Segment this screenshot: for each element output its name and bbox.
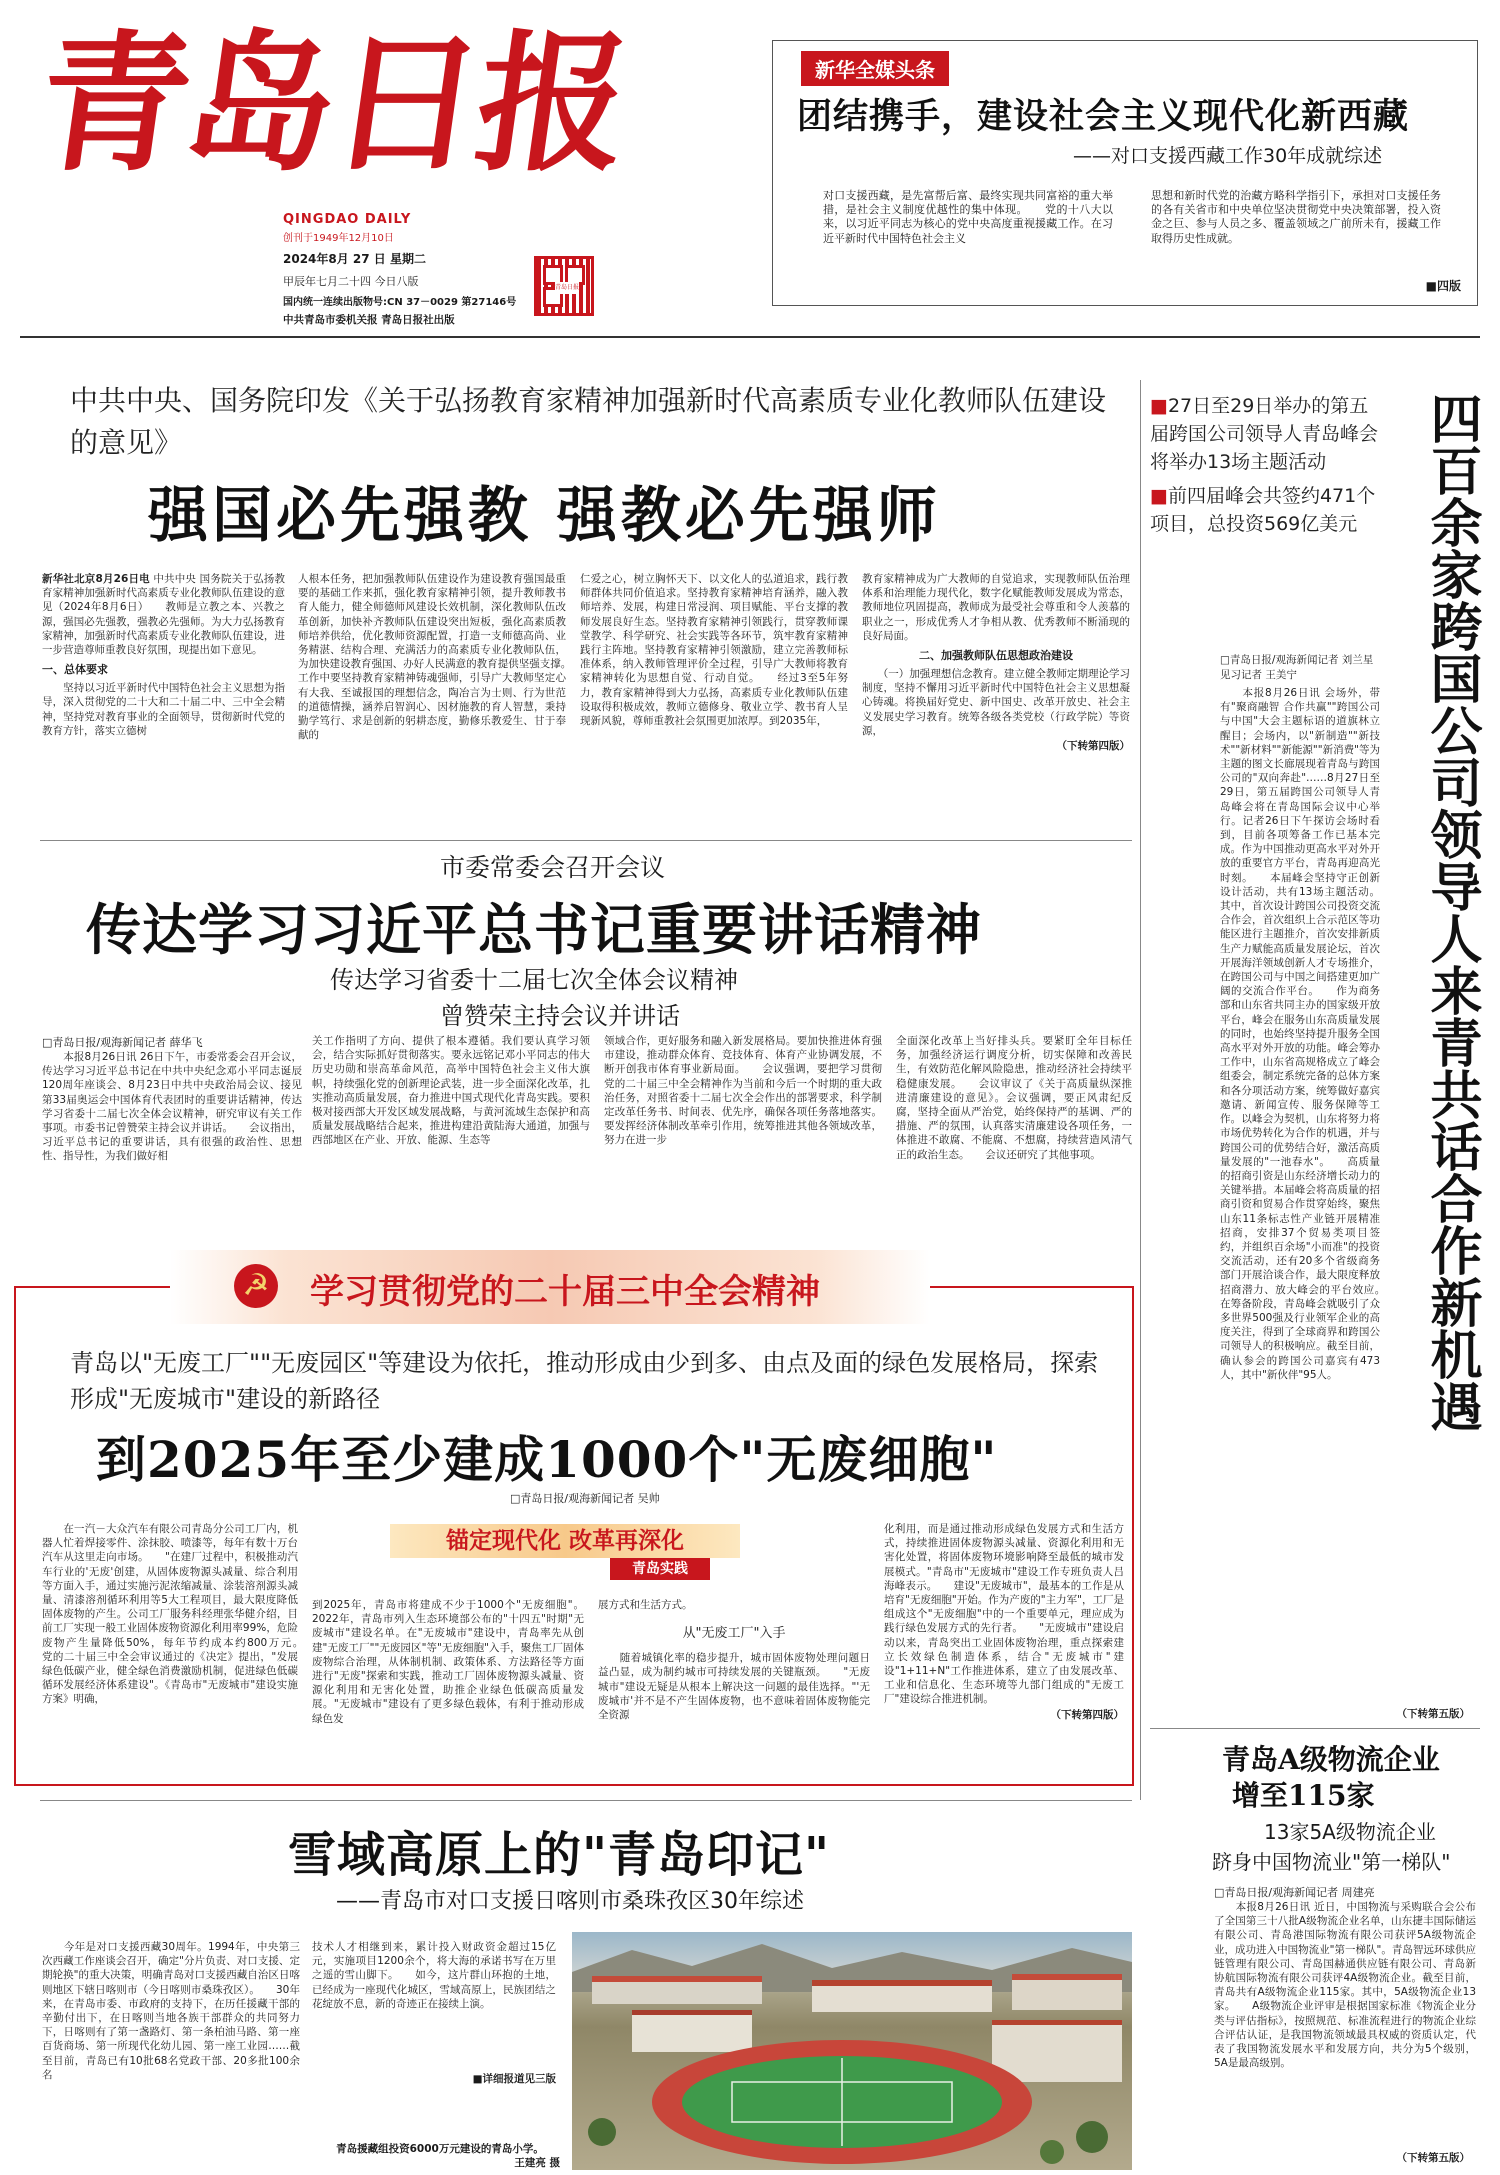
- lead-col-1b: 坚持以习近平新时代中国特色社会主义思想为指导，深入贯彻党的二十大和二十届二中、三中全会精神，坚持党对教育事业的全面领导，贯彻新时代党的教育方针，落实立德树: [42, 682, 285, 737]
- publisher: 中共青岛市委机关报 青岛日报社出版: [283, 314, 455, 326]
- lead-headline[interactable]: 强国必先强教 强教必先强师: [148, 481, 941, 551]
- qr-label: 青岛日报: [555, 282, 579, 294]
- right-col-divider: [1140, 380, 1141, 1800]
- lead-col-4: [862, 572, 1130, 830]
- feature-col-1: 在一汽－大众汽车有限公司青岛分公司工厂内，机器人忙着焊接零件、涂抹胶、喷漆等，每年有数十万台汽车从这里走向市场。 "在建厂过程中，积极推动汽车行业的'无废'创建，从固体废物源头减量、综合利用等方面入手，通过实施污泥浓缩减量、涂装溶剂源头减量、清漆溶剂循环利用等5大工程项目，最大限度降低固体废物的产生。公司工厂服务科经理张华健介绍，目前工厂实现一般工业固体废物资源化利用率99%，危险废物产生量降低50%，每年节约成本约800万元。 党的二十届三中全会审议通过的《决定》提出，"发展绿色低碳产业，健全绿色消费激励机制，促进绿色低碳循环发展经济体系建设"。《青岛市"无废城市"建设实施方案》明确，: [42, 1523, 298, 1706]
- lunar-date: 甲辰年七月二十四 今日八版: [283, 275, 419, 288]
- lead-continued[interactable]: （下转第四版）: [1056, 740, 1130, 753]
- second-kicker: 市委常委会召开会议: [440, 853, 666, 882]
- feature-col-4: [884, 1522, 1124, 1776]
- logistics-sub-1: 13家5A级物流企业: [1264, 1820, 1436, 1844]
- second-divider: [40, 840, 1132, 841]
- bottom-headline[interactable]: 雪域高原上的"青岛印记": [288, 1827, 831, 1883]
- english-title: QINGDAO DAILY: [283, 212, 412, 227]
- logistics-story: [1214, 1884, 1476, 2154]
- lead-dateline: 新华社北京8月26日电: [42, 573, 150, 585]
- masthead-info: [283, 212, 573, 327]
- sidebar-bullet-2: ■前四届峰会共签约471个项目，总投资569亿美元: [1150, 485, 1376, 535]
- feature-kicker: 青岛以"无废工厂""无废园区"等建设为依托，推动形成由少到多、由点及面的绿色发展格局，探索形成"无废城市"建设的新路径: [70, 1349, 1099, 1413]
- top-headline[interactable]: 团结携手，建设社会主义现代化新西藏: [797, 96, 1410, 137]
- bottom-col-2: [312, 1940, 556, 2160]
- top-col-1: 对口支援西藏，是先富帮后富、最终实现共同富裕的重大举措，是社会主义制度优越性的集中体现。 党的十八大以来，以习近平同志为核心的党中央高度重视援藏工作。在习近平新时代中国特色社会主义: [823, 189, 1113, 245]
- logistics-sub-2: 跻身中国物流业"第一梯队": [1212, 1850, 1451, 1874]
- badge-title: 锚定现代化 改革再深化: [390, 1524, 740, 1558]
- feature-continued[interactable]: （下转第四版）: [1050, 1708, 1124, 1721]
- feature-col-2: 到2025年，青岛市将建成不少于1000个"无废细胞"。2022年，青岛市列入生态环境部公布的"十四五"时期"无废城市"建设名单。在"无废城市"建设中，青岛率先从创建"无废工厂""无废园区"等"无废细胞"入手，聚焦工厂固体废物综合治理，从体制机制、政策体系、方法路径等方面进行"无废"探索和实践，推动工厂固体废物源头减量、资源化利用和无害化处置，助推企业绿色低碳高质量发展。"无废城市"建设有了更多绿色载体，有利于推动形成绿色发: [312, 1599, 584, 1725]
- logistics-divider: [1150, 1728, 1480, 1729]
- top-box: [772, 40, 1478, 306]
- lead-col-1: [42, 572, 285, 830]
- photographer: 王建亮 摄: [514, 2157, 560, 2169]
- bottom-page-ref[interactable]: ■详细报道见三版: [472, 2073, 556, 2086]
- cn-number: 国内统一连续出版物号:CN 37－0029 第27146号: [283, 297, 517, 308]
- feature-sub-3: 从"无废工厂"入手: [682, 1626, 786, 1642]
- bottom-col-2-text: 技术人才相继到来，累计投入财政资金超过15亿元，实施项目1200余个，将大海的承诺书写在万里之遥的雪山脚下。 如今，这片群山环抱的土地，已经成为一座现代化城区，雪域高原上，民族团结之花绽放不息，新的奇迹正在接续上演。: [312, 1941, 556, 2010]
- bottom-col-1: 今年是对口支援西藏30周年。1994年，中央第三次西藏工作座谈会召开，确定"分片负责、对口支援、定期轮换"的重大决策，明确青岛对口支援西藏自治区日喀则地区下辖日喀则市（今日喀则市桑珠孜区）。 30年来，在青岛市委、市政府的支持下，在历任援藏干部的辛勤付出下，在日喀则当地各族干部群众的共同努力下，日喀则有了第一盏路灯、第一条柏油马路、第一座百货商场、第一所现代化幼儿园、第一座工业园……截至目前，青岛已有10批68名党政干部、20多批100余名: [42, 1941, 300, 2081]
- lead-sub-2: 二、加强教师队伍思想政治建设: [919, 649, 1073, 663]
- photo-caption: 青岛援藏组投资6000万元建设的青岛小学。: [336, 2143, 544, 2155]
- lead-col-1-text: 中共中央 国务院关于弘扬教育家精神加强新时代高素质专业化教师队伍建设的意见（2024年8月6日） 教师是立教之本、兴教之源，强国必先强教，强教必先强师。为大力弘扬教育家精神，加强新时代高素质专业化教师队伍建设，进一步营造尊师重教良好氛围，现提出如下意见。: [42, 573, 285, 657]
- feature-col-4-text: 化利用，而是通过推动形成绿色发展方式和生活方式，持续推进固体废物源头减量、资源化利用和无害化处置，将固体废物环境影响降至最低的城市发展模式。"青岛市"无废城市"建设工作专班负责人吕海峰表示。 建设"无废城市"，最基本的工作是从培育"无废细胞"开始。作为产废的"主力军"，工厂是组成这个"无废细胞"中的一个重要单元，理应成为践行绿色发展方式的先行者。 "无废城市"建设启动以来，青岛突出工业固体废物治理，重点探索建立长效绿色制造体系，结合"无废城市"建设"1+11+N"工作推进体系，建立了由发展改革、工业和信息化、生态环境等九部门组成的"无废工厂"建设综合推进机制。: [884, 1523, 1124, 1706]
- founded-date: 创刊于1949年12月10日: [283, 233, 394, 244]
- second-byline: □青岛日报/观海新闻记者 薛华飞: [42, 1036, 203, 1049]
- masthead-divider: [20, 336, 1480, 338]
- sidebar-story: [1220, 652, 1380, 1702]
- feature-banner: [170, 1250, 930, 1324]
- second-col-1: [42, 1034, 302, 1244]
- second-sub-1: 传达学习省委十二届七次全体会议精神: [330, 966, 738, 994]
- logistics-headline-2[interactable]: 增至115家: [1232, 1779, 1375, 1812]
- sidebar-text: 本报8月26日讯 会场外，带有"聚商融智 合作共赢""跨国公司与中国"大会主题标语的道旗林立醒目；会场内，以"新制造""新技术""新材料""新能源""新消费"等为主题的图文长廊展现着青岛与跨国公司的"双向奔赴"……8月27日至29日，第五届跨国公司领导人青岛峰会将在青岛国际会议中心举行。记者26日下午探访会场时看到，目前各项筹备工作已基本完成。作为中国推动更高水平对外开放的重要官方平台，青岛再迎高光时刻。 本届峰会坚持守正创新设计活动，共有13场主题活动。其中，首次设计跨国公司投资交流合作会，首次组织上合示范区等功能区进行主题推介，首次安排新质生产力赋能高质量发展论坛，首次开展海洋领域创新人才专场推介，在跨国公司与中国之间搭建更加广阔的交流合作平台。 作为商务部和山东省共同主办的国家级开放平台，峰会在服务山东高质量发展的同时，也始终坚持提升服务全国高水平对外开放的功能。峰会筹办工作中，山东省高规格成立了峰会组委会，制定系统完备的总体方案和各分项活动方案，统筹做好嘉宾邀请、新闻宣传、服务保障等工作。以峰会为契机，山东将努力将市场优势转化为合作的机遇，并与跨国公司的优势结合好，激活高质量发展的"一池春水"。 高质量的招商引资是山东经济增长动力的关键举措。本届峰会将高质量的招商引资和贸易合作贯穿始终，聚焦山东11条标志性产业链开展精准招商，安排37个贸易类项目签约，并组织百余场"小而准"的投资交流活动，还有20多个省级商务部门开展洽谈合作，最大限度释放招商潜力、放大峰会的平台效应。 在筹备阶段，青岛峰会就吸引了众多世界500强及行业领军企业的高度关注，得到了全球商界和跨国公司领导人的积极响应。截至目前，确认参会的跨国公司嘉宾有473人，其中"新伙伴"95人。: [1220, 687, 1380, 1381]
- sidebar-bullets: [1150, 392, 1385, 538]
- second-col-4: 全面深化改革上当好排头兵。要紧盯全年目标任务，加强经济运行调度分析，切实保障和改善民生，有效防范化解风险隐患，推动经济社会持续平稳健康发展。 会议审议了《关于高质量纵深推进清廉建设的意见》。会议强调，要正风肃纪反腐，坚持全面从严治党，始终保持严的基调、严的措施、严的氛围，认真落实清廉建设各项任务，一体推进不敢腐、不能腐、不想腐，持续营造风清气正的政治生态。 会议还研究了其他事项。: [896, 1035, 1132, 1161]
- feature-col-3: [598, 1598, 870, 1776]
- vertical-headline[interactable]: 四百余家跨国公司领导人来青共话合作新机遇: [1421, 392, 1482, 1432]
- square-bullet-icon: ■: [1150, 395, 1168, 417]
- bottom-subhead: ——青岛市对口支援日喀则市桑珠孜区30年综述: [336, 1889, 804, 1914]
- second-col-1-text: 本报8月26日讯 26日下午，市委常委会召开会议，传达学习习近平总书记在中共中央纪念邓小平同志诞辰120周年座谈会、8月23日中共中央政治局会议、接见第33届奥运会中国体育代表团时的重要讲话精神，传达学习省委十二届七次全体会议精神，研究审议有关工作事项。市委书记曾赞荣主持会议并讲话。 会议指出，习近平总书记的重要讲话，具有很强的政治性、思想性、指导性，为我们做好相: [42, 1051, 302, 1163]
- feature-byline: □青岛日报/观海新闻记者 吴帅: [510, 1492, 660, 1505]
- lead-col-3: 仁爱之心，树立胸怀天下、以文化人的弘道追求，践行教师群体共同价值追求。坚持教育家精神培育涵养，融入教师培养、发展，构建日常浸润、项目赋能、平台支撑的教师发展良好生态。坚持教育家精神引领践行，贯穿教师课堂教学、科学研究、社会实践等各环节，筑牢教育家精神践行主阵地。坚持教育家精神引领激励，建立完善教师标准体系，纳入教师管理评价全过程，引导广大教师将教育家精神转化为思想自觉、行动自觉。 经过3至5年努力，教育家精神得到大力弘扬，高素质专业化教师队伍建设取得积极成效，教师立德修身、敬业立学、教书育人呈现新风貌，尊师重教社会氛围更加浓厚。到2035年，: [580, 573, 848, 728]
- feature-col-3b: 随着城镇化率的稳步提升，城市固体废物处理问题日益凸显，成为制约城市可持续发展的关键瓶颈。 "无废城市"建设无疑是从根本上解决这一问题的最佳选择。"'无废城市'并不是不产生固体废物，也不意味着固体废物能完全资源: [598, 1652, 870, 1722]
- top-subhead: ——对口支援西藏工作30年成就综述: [1073, 145, 1383, 167]
- newspaper-logo: 青岛日报: [27, 16, 637, 192]
- feature-badge: [390, 1520, 740, 1582]
- sidebar-byline: □青岛日报/观海新闻记者 刘兰星 见习记者 王美宁: [1220, 654, 1374, 681]
- top-col-2: 思想和新时代党的治藏方略科学指引下，承担对口支援任务的各有关省市和中央单位坚决贯彻党中央决策部署，投入资金之巨、参与人员之多、覆盖领域之广前所未有，援藏工作取得历史性成就。: [1151, 189, 1441, 245]
- logistics-byline: □青岛日报/观海新闻记者 周建亮: [1214, 1886, 1375, 1899]
- second-headline[interactable]: 传达学习习近平总书记重要讲话精神: [86, 897, 983, 962]
- feature-headline[interactable]: 到2025年至少建成1000个"无废细胞": [96, 1430, 998, 1489]
- lead-col-4b: （一）加强理想信念教育。建立健全教师定期理论学习制度，坚持不懈用习近平新时代中国特色社会主义思想凝心铸魂。将换届好党史、新中国史、改革开放史、社会主义发展史学习教育。统筹各级各类党校（行政学院）等资源，: [862, 668, 1130, 737]
- lead-sub-1: 一、总体要求: [42, 663, 108, 677]
- school-aerial-photo: [572, 1932, 1132, 2170]
- second-sub-2: 曾赞荣主持会议并讲话: [440, 1002, 680, 1030]
- photo-drawing: [572, 1932, 1132, 2170]
- bottom-caption: [320, 2142, 560, 2170]
- badge-sub: 青岛实践: [610, 1558, 710, 1580]
- sidebar-bullet-1: ■27日至29日举办的第五届跨国公司领导人青岛峰会将举办13场主题活动: [1150, 395, 1379, 473]
- logistics-continued[interactable]: （下转第五版）: [1396, 2152, 1470, 2164]
- sidebar-continued[interactable]: （下转第五版）: [1396, 1708, 1470, 1720]
- lead-col-2: 人根本任务，把加强教师队伍建设作为建设教育强国最重要的基础工作来抓，强化教育家精神引领，提升教师教书育人能力，健全师德师风建设长效机制，深化教师队伍改革创新，加快补齐教师队伍建设突出短板，强化高素质教师培养供给，优化教师资源配置，打造一支师德高尚、业务精湛、结构合理、充满活力的高素质专业化教师队伍，为加快建设教育强国、办好人民满意的教育提供坚强支撑。 工作中要坚持教育家精神铸魂强师，引导广大教师坚定心有大我、至诚报国的理想信念，陶冶言为士则、行为世范的道德情操，涵养启智润心、因材施教的育人智慧，秉持勤学笃行、求是创新的躬耕态度，勤修乐教爱生、甘于奉献的: [298, 573, 566, 742]
- logistics-headline-1[interactable]: 青岛A级物流企业: [1222, 1743, 1440, 1776]
- top-tag: 新华全媒头条: [801, 51, 949, 86]
- lead-col-4-text: 教育家精神成为广大教师的自觉追求，实现教师队伍治理体系和治理能力现代化，数字化赋能教师发展成为常态，教师地位巩固提高，教师成为最受社会尊重和令人羡慕的职业之一，形成优秀人才争相从教、优秀教师不断涌现的良好局面。: [862, 573, 1130, 642]
- square-bullet-icon: ■: [1150, 485, 1168, 507]
- top-page-ref[interactable]: ■四版: [1425, 279, 1461, 293]
- logistics-text: 本报8月26日讯 近日，中国物流与采购联合会公布了全国第三十八批A级物流企业名单，山东捷丰国际储运有限公司、青岛港国际物流有限公司获评5A级物流企业，成功进入中国物流业"第一梯队"。青岛智远环球供应链管理有限公司、青岛国赫通供应链有限公司、青岛新协航国际物流有限公司获评4A级物流企业。截至目前，青岛共有A级物流企业115家。其中，5A级物流企业13家。 A级物流企业评审是根据国家标准《物流企业分类与评估指标》，按照规范、标准流程进行的物流企业综合评估认证，是我国物流领域最具权威的资质认定，代表了我国物流发展水平和发展方向，共分为5个级别，5A是最高级别。: [1214, 1901, 1476, 2070]
- second-col-2: 关工作指明了方向、提供了根本遵循。我们要认真学习领会，结合实际抓好贯彻落实。要永远铭记邓小平同志的伟大历史功勋和崇高革命风范，高举中国特色社会主义伟大旗帜，持续强化党的创新理论武装，进一步全面深化改革，扎实推动高质量发展，奋力推进中国式现代化青岛实践。要积极对接西部大开发区域发展战略，与黄河流域生态保护和高质量发展战略结合起来，推进构建沿黄陆海大通道，加强与西部地区在产业、开放、能源、生态等: [312, 1035, 590, 1147]
- second-col-3: 领域合作，更好服务和融入新发展格局。要加快推进体育强市建设，推动群众体育、竞技体育、体育产业协调发展，不断开创我市体育事业新局面。 会议强调，要把学习贯彻党的二十届三中全会精神作为当前和今后一个时期的重大政治任务，对照省委十二届七次全会作出的部署要求，科学制定改革任务书、时间表、优先序，确保各项任务落地落实。要发挥经济体制改革牵引作用，统筹推进其他各领域改革，努力在进一步: [604, 1035, 882, 1147]
- feature-banner-text: 学习贯彻党的二十届三中全会精神: [310, 1272, 820, 1312]
- bottom-divider: [40, 1800, 1132, 1801]
- qr-code[interactable]: [534, 256, 594, 316]
- feature-col-3-text: 展方式和生活方式。: [598, 1599, 693, 1611]
- party-emblem-icon: ☭: [234, 1264, 278, 1308]
- lead-kicker: 中共中央、国务院印发《关于弘扬教育家精神加强新时代高素质专业化教师队伍建设的意见》: [70, 384, 1107, 459]
- issue-date: 2024年8月 27 日 星期二: [283, 252, 426, 266]
